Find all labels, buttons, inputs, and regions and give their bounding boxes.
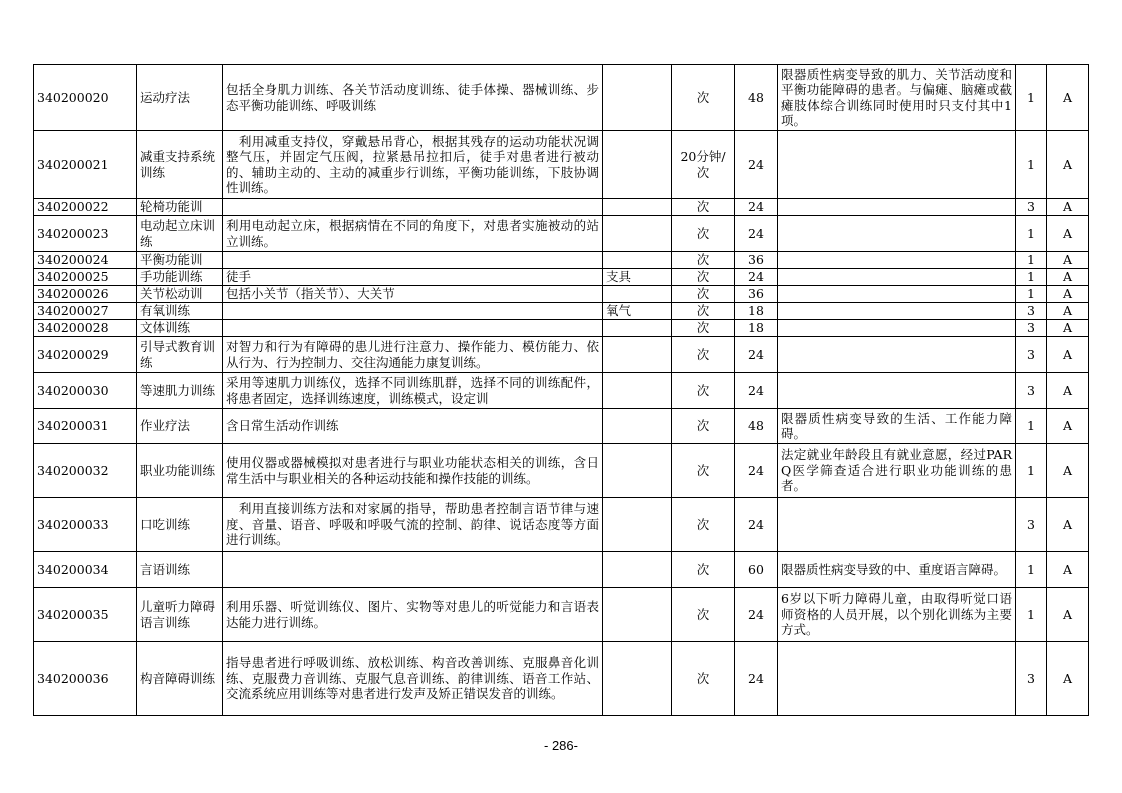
cell-content: 含日常生活动作训练 [223, 409, 603, 444]
cell-price: 24 [735, 373, 778, 409]
cell-level: 1 [1016, 286, 1047, 303]
cell-code: 340200031 [34, 409, 137, 444]
cell-level: 3 [1016, 642, 1047, 716]
cell-name: 言语训练 [137, 552, 223, 588]
cell-note: 法定就业年龄段且有就业意愿，经过PARQ医学筛查适合进行职业功能训练的患者。 [778, 444, 1016, 498]
cell-note: 限器质性病变导致的生活、工作能力障碍。 [778, 409, 1016, 444]
cell-grade: A [1047, 337, 1089, 373]
cell-level: 3 [1016, 303, 1047, 320]
cell-exclusion [603, 216, 672, 252]
cell-price: 24 [735, 216, 778, 252]
cell-unit: 次 [672, 216, 735, 252]
cell-exclusion: 氧气 [603, 303, 672, 320]
cell-note [778, 131, 1016, 199]
cell-content: 利用直接训练方法和对家属的指导，帮助患者控制言语节律与速度、音量、语音、呼吸和呼吸气流的控制、韵律、说话态度等方面进行训练。 [223, 498, 603, 552]
cell-unit: 次 [672, 65, 735, 131]
cell-note [778, 498, 1016, 552]
cell-content [223, 320, 603, 337]
cell-note [778, 303, 1016, 320]
cell-name: 平衡功能训 [137, 252, 223, 269]
cell-name: 作业疗法 [137, 409, 223, 444]
cell-price: 18 [735, 320, 778, 337]
cell-code: 340200036 [34, 642, 137, 716]
cell-grade: A [1047, 199, 1089, 216]
cell-grade: A [1047, 642, 1089, 716]
cell-note [778, 642, 1016, 716]
cell-grade: A [1047, 303, 1089, 320]
cell-name: 口吃训练 [137, 498, 223, 552]
cell-price: 36 [735, 252, 778, 269]
table-row [34, 373, 1089, 409]
cell-content: 指导患者进行呼吸训练、放松训练、构音改善训练、克服鼻音化训练、克服费力音训练、克服气息音训练、韵律训练、语音工作站、交流系统应用训练等对患者进行发声及矫正错误发音的训练。 [223, 642, 603, 716]
table-row [34, 642, 1089, 716]
cell-name: 文体训练 [137, 320, 223, 337]
cell-unit: 次 [672, 303, 735, 320]
cell-exclusion [603, 409, 672, 444]
cell-unit: 20分钟/次 [672, 131, 735, 199]
cell-grade: A [1047, 498, 1089, 552]
cell-code: 340200029 [34, 337, 137, 373]
table-row [34, 286, 1089, 303]
cell-level: 1 [1016, 216, 1047, 252]
cell-price: 48 [735, 409, 778, 444]
cell-unit: 次 [672, 642, 735, 716]
cell-unit: 次 [672, 498, 735, 552]
cell-code: 340200027 [34, 303, 137, 320]
cell-exclusion [603, 444, 672, 498]
table-row [34, 303, 1089, 320]
fee-table [33, 64, 1089, 716]
cell-exclusion [603, 642, 672, 716]
cell-price: 60 [735, 552, 778, 588]
cell-exclusion [603, 337, 672, 373]
cell-price: 24 [735, 642, 778, 716]
table-row [34, 498, 1089, 552]
cell-unit: 次 [672, 588, 735, 642]
cell-content: 徒手 [223, 269, 603, 286]
cell-name: 手功能训练 [137, 269, 223, 286]
cell-price: 24 [735, 498, 778, 552]
cell-code: 340200032 [34, 444, 137, 498]
cell-content: 采用等速肌力训练仪，选择不同训练肌群，选择不同的训练配件，将患者固定，选择训练速度，训练模式，设定训 [223, 373, 603, 409]
table-row [34, 199, 1089, 216]
cell-exclusion [603, 320, 672, 337]
cell-level: 1 [1016, 269, 1047, 286]
cell-code: 340200028 [34, 320, 137, 337]
cell-name: 等速肌力训练 [137, 373, 223, 409]
cell-exclusion [603, 131, 672, 199]
cell-content: 包括小关节（指关节）、大关节 [223, 286, 603, 303]
cell-price: 36 [735, 286, 778, 303]
cell-grade: A [1047, 252, 1089, 269]
cell-content: 利用减重支持仪，穿戴悬吊背心，根据其残存的运动功能状况调整气压，并固定气压阀，拉紧悬吊拉扣后，徒手对患者进行被动的、辅助主动的、主动的减重步行训练，平衡功能训练，下肢协调性训练。 [223, 131, 603, 199]
cell-grade: A [1047, 216, 1089, 252]
cell-grade: A [1047, 409, 1089, 444]
cell-level: 1 [1016, 444, 1047, 498]
cell-unit: 次 [672, 373, 735, 409]
page-number: - 286- [544, 738, 578, 753]
cell-price: 24 [735, 269, 778, 286]
cell-note [778, 286, 1016, 303]
table-row [34, 269, 1089, 286]
cell-content [223, 552, 603, 588]
cell-note [778, 199, 1016, 216]
cell-exclusion [603, 498, 672, 552]
cell-unit: 次 [672, 199, 735, 216]
cell-content: 使用仪器或器械模拟对患者进行与职业功能状态相关的训练，含日常生活中与职业相关的各种运动技能和操作技能的训练。 [223, 444, 603, 498]
cell-unit: 次 [672, 286, 735, 303]
cell-exclusion: 支具 [603, 269, 672, 286]
cell-price: 24 [735, 588, 778, 642]
table-row [34, 444, 1089, 498]
cell-note [778, 373, 1016, 409]
cell-exclusion [603, 252, 672, 269]
cell-level: 3 [1016, 320, 1047, 337]
cell-name: 职业功能训练 [137, 444, 223, 498]
table-row [34, 337, 1089, 373]
cell-content: 利用乐器、听觉训练仪、图片、实物等对患儿的听觉能力和言语表达能力进行训练。 [223, 588, 603, 642]
table-row [34, 588, 1089, 642]
cell-name: 儿童听力障碍语言训练 [137, 588, 223, 642]
cell-name: 关节松动训 [137, 286, 223, 303]
cell-level: 3 [1016, 337, 1047, 373]
cell-price: 18 [735, 303, 778, 320]
table-row [34, 252, 1089, 269]
cell-grade: A [1047, 269, 1089, 286]
cell-name: 电动起立床训练 [137, 216, 223, 252]
cell-content [223, 199, 603, 216]
cell-exclusion [603, 65, 672, 131]
cell-price: 24 [735, 131, 778, 199]
cell-level: 1 [1016, 252, 1047, 269]
table-row [34, 409, 1089, 444]
cell-note: 限器质性病变导致的中、重度语言障碍。 [778, 552, 1016, 588]
cell-price: 24 [735, 337, 778, 373]
cell-level: 1 [1016, 131, 1047, 199]
cell-code: 340200026 [34, 286, 137, 303]
cell-price: 24 [735, 444, 778, 498]
cell-level: 3 [1016, 498, 1047, 552]
cell-name: 轮椅功能训 [137, 199, 223, 216]
cell-note [778, 269, 1016, 286]
cell-unit: 次 [672, 337, 735, 373]
cell-level: 3 [1016, 373, 1047, 409]
cell-note [778, 320, 1016, 337]
cell-note [778, 252, 1016, 269]
cell-grade: A [1047, 552, 1089, 588]
cell-code: 340200022 [34, 199, 137, 216]
table-row [34, 216, 1089, 252]
cell-content [223, 252, 603, 269]
cell-level: 1 [1016, 65, 1047, 131]
cell-exclusion [603, 588, 672, 642]
cell-unit: 次 [672, 269, 735, 286]
cell-exclusion [603, 552, 672, 588]
cell-grade: A [1047, 286, 1089, 303]
cell-price: 24 [735, 199, 778, 216]
cell-exclusion [603, 286, 672, 303]
cell-code: 340200035 [34, 588, 137, 642]
cell-name: 运动疗法 [137, 65, 223, 131]
cell-grade: A [1047, 373, 1089, 409]
cell-code: 340200034 [34, 552, 137, 588]
cell-grade: A [1047, 65, 1089, 131]
cell-note: 6岁以下听力障碍儿童，由取得听觉口语师资格的人员开展，以个别化训练为主要方式。 [778, 588, 1016, 642]
cell-level: 1 [1016, 588, 1047, 642]
cell-grade: A [1047, 588, 1089, 642]
cell-grade: A [1047, 131, 1089, 199]
cell-content: 利用电动起立床，根据病情在不同的角度下，对患者实施被动的站立训练。 [223, 216, 603, 252]
cell-level: 1 [1016, 409, 1047, 444]
cell-code: 340200021 [34, 131, 137, 199]
cell-code: 340200025 [34, 269, 137, 286]
cell-price: 48 [735, 65, 778, 131]
cell-content: 对智力和行为有障碍的患儿进行注意力、操作能力、模仿能力、依从行为、行为控制力、交往沟通能力康复训练。 [223, 337, 603, 373]
cell-code: 340200024 [34, 252, 137, 269]
cell-unit: 次 [672, 252, 735, 269]
cell-code: 340200023 [34, 216, 137, 252]
cell-note [778, 337, 1016, 373]
table-row [34, 552, 1089, 588]
cell-unit: 次 [672, 552, 735, 588]
cell-unit: 次 [672, 409, 735, 444]
cell-content: 包括全身肌力训练、各关节活动度训练、徒手体操、器械训练、步态平衡功能训练、呼吸训练 [223, 65, 603, 131]
cell-unit: 次 [672, 444, 735, 498]
table-row [34, 131, 1089, 199]
cell-name: 构音障碍训练 [137, 642, 223, 716]
cell-note: 限器质性病变导致的肌力、关节活动度和平衡功能障碍的患者。与偏瘫、脑瘫或截瘫肢体综合训练同时使用时只支付其中1项。 [778, 65, 1016, 131]
cell-code: 340200030 [34, 373, 137, 409]
cell-name: 减重支持系统训练 [137, 131, 223, 199]
cell-grade: A [1047, 444, 1089, 498]
cell-unit: 次 [672, 320, 735, 337]
cell-code: 340200033 [34, 498, 137, 552]
cell-exclusion [603, 373, 672, 409]
table-row [34, 320, 1089, 337]
cell-note [778, 216, 1016, 252]
table-row [34, 65, 1089, 131]
cell-level: 1 [1016, 552, 1047, 588]
cell-exclusion [603, 199, 672, 216]
cell-content [223, 303, 603, 320]
cell-name: 引导式教育训练 [137, 337, 223, 373]
cell-grade: A [1047, 320, 1089, 337]
fee-table-body [34, 65, 1089, 716]
cell-level: 3 [1016, 199, 1047, 216]
cell-code: 340200020 [34, 65, 137, 131]
cell-name: 有氧训练 [137, 303, 223, 320]
